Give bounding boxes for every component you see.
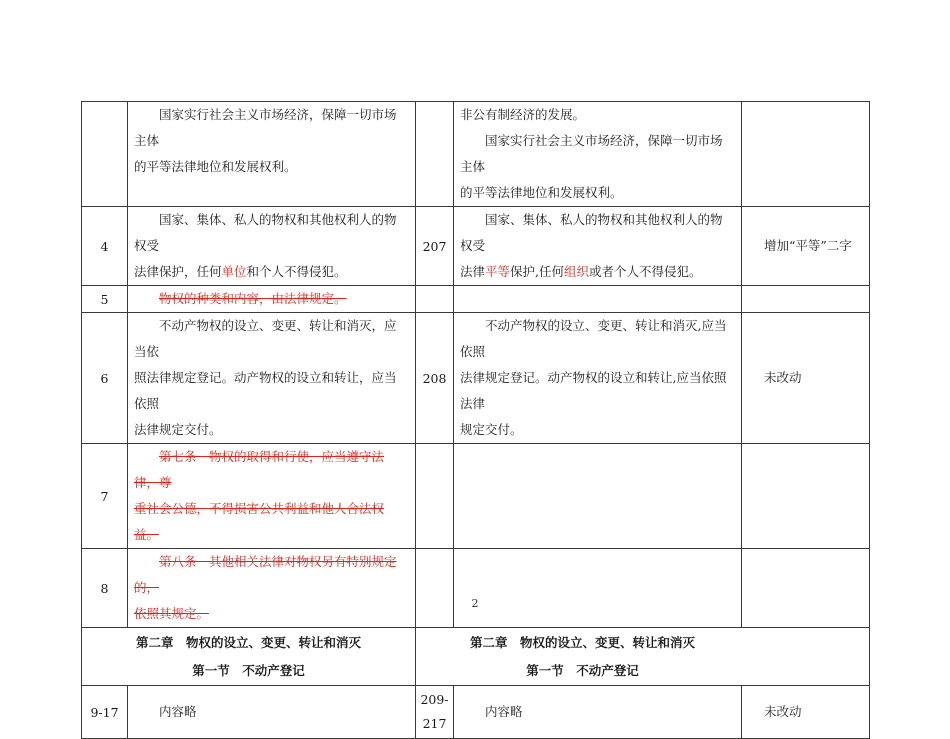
- new-article-text: [454, 444, 742, 549]
- new-article-number: [416, 444, 454, 549]
- number-line: 217: [422, 716, 447, 731]
- text-line: 不动产物权的设立、变更、转让和消灭,应当依照: [460, 318, 727, 359]
- table-row: [82, 286, 870, 313]
- old-article-text: [128, 549, 416, 628]
- text-line: 规定交付。: [460, 422, 523, 437]
- text-line: 内容略: [159, 704, 197, 719]
- new-article-number: [416, 549, 454, 628]
- change-note: 增加“平等”二字: [742, 207, 870, 286]
- old-article-number: 6: [82, 313, 128, 444]
- table-row: [82, 207, 870, 286]
- deleted-text: 物权的种类和内容，由法律规定。: [159, 291, 347, 306]
- table-row: [82, 686, 870, 739]
- old-article-text: [128, 686, 416, 739]
- old-article-number: 4: [82, 207, 128, 286]
- text-line: 法律规定登记。动产物权的设立和转让,应当依照法律: [460, 370, 727, 411]
- new-article-text: [454, 207, 742, 286]
- number-line: 209-: [420, 692, 449, 707]
- change-note: [742, 102, 870, 207]
- change-note: [742, 549, 870, 628]
- text-span: 法律: [460, 264, 486, 279]
- text-line: 国家、集体、私人的物权和其他权利人的物权受: [460, 212, 723, 253]
- old-article-number: [82, 102, 128, 207]
- added-word: 平等: [485, 264, 511, 279]
- text-line: 国家、集体、私人的物权和其他权利人的物权受: [134, 212, 397, 253]
- text-span: 或者个人不得侵犯。: [589, 264, 702, 279]
- text-line: 不动产物权的设立、变更、转让和消灭，应当依: [134, 318, 397, 359]
- text-line: 的平等法律地位和发展权利。: [460, 185, 623, 200]
- new-article-number: [416, 102, 454, 207]
- text-span: 保护,任何: [510, 264, 565, 279]
- new-article-number: 207: [416, 207, 454, 286]
- text-line: 的平等法律地位和发展权利。: [134, 159, 297, 174]
- table-row: [82, 444, 870, 549]
- text-line: [134, 180, 407, 206]
- new-article-text: [454, 549, 742, 628]
- new-article-number: [416, 286, 454, 313]
- old-article-text: [128, 313, 416, 444]
- old-chapter-heading: [82, 628, 416, 686]
- text-span: 法律保护，任何: [134, 264, 222, 279]
- new-chapter-heading: [416, 628, 870, 686]
- text-line: 非公有制经济的发展。: [460, 107, 586, 122]
- old-article-number: 5: [82, 286, 128, 313]
- new-article-number: [416, 686, 454, 739]
- table-row: [82, 102, 870, 207]
- table-row: [82, 313, 870, 444]
- new-article-number: 208: [416, 313, 454, 444]
- change-note: 未改动: [742, 313, 870, 444]
- new-article-text: [454, 686, 742, 739]
- old-article-number: 9-17: [82, 686, 128, 739]
- text-line: 法律规定交付。: [134, 422, 222, 437]
- deleted-text: 重社会公德，不得损害公共利益和他人合法权益。: [134, 501, 385, 542]
- deleted-text: 第八条 其他相关法律对物权另有特别规定的，: [134, 554, 397, 595]
- table-row: [82, 549, 870, 628]
- new-article-text: [454, 102, 742, 207]
- text-span: 和个人不得侵犯。: [246, 264, 347, 279]
- text-line: [134, 259, 407, 285]
- text-line: 内容略: [485, 704, 523, 719]
- deleted-text: 第七条 物权的取得和行使，应当遵守法律，尊: [134, 449, 385, 490]
- old-article-text: [128, 102, 416, 207]
- changed-word: 单位: [221, 264, 247, 279]
- comparison-table: [81, 101, 870, 739]
- old-article-number: 8: [82, 549, 128, 628]
- page-number: 2: [471, 597, 479, 610]
- old-article-text: [128, 286, 416, 313]
- text-line: 国家实行社会主义市场经济，保障一切市场主体: [460, 133, 723, 174]
- chapter-row: [82, 628, 870, 686]
- old-article-text: [128, 207, 416, 286]
- new-article-text: [454, 286, 742, 313]
- change-note: [742, 286, 870, 313]
- section-title: 第一节 不动产登记: [192, 662, 305, 678]
- deleted-text: 依照其规定。: [134, 606, 210, 621]
- chapter-title: 第二章 物权的设立、变更、转让和消灭: [135, 634, 361, 650]
- old-article-number: 7: [82, 444, 128, 549]
- text-line: [460, 259, 733, 285]
- change-note: 未改动: [742, 686, 870, 739]
- changed-word: 组织: [564, 264, 590, 279]
- new-article-text: [454, 313, 742, 444]
- section-title: 第一节 不动产登记: [526, 662, 639, 678]
- old-article-text: [128, 444, 416, 549]
- chapter-title: 第二章 物权的设立、变更、转让和消灭: [469, 634, 695, 650]
- change-note: [742, 444, 870, 549]
- text-line: 照法律规定登记。动产物权的设立和转让，应当依照: [134, 370, 397, 411]
- text-line: 国家实行社会主义市场经济，保障一切市场主体: [134, 107, 397, 148]
